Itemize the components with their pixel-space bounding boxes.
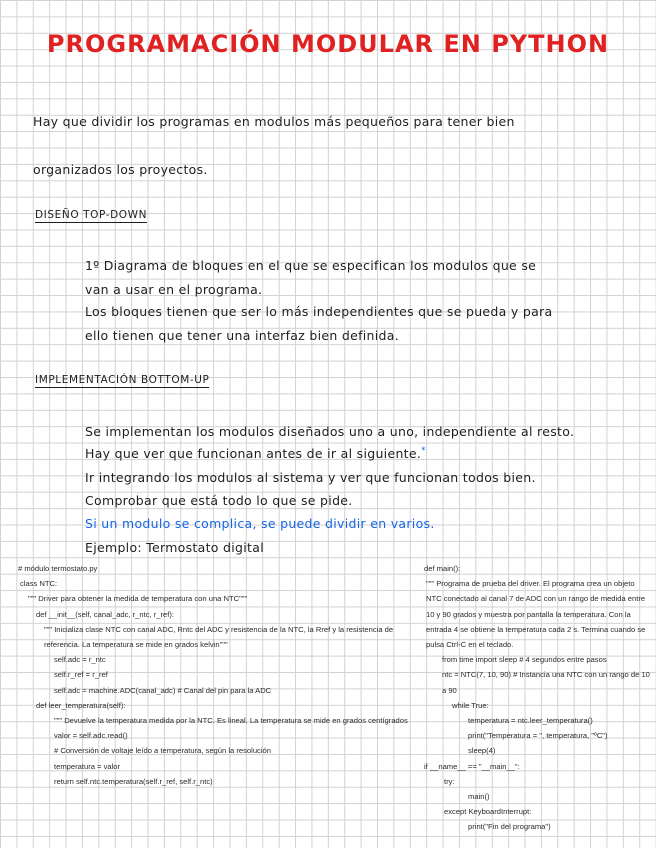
page-title: PROGRAMACIÓN MODULAR EN PYTHON [46,30,610,58]
code-line: try: [444,776,455,786]
bottom-up-heading: IMPLEMENTACIÓN BOTTOM-UP [35,374,210,386]
top-down-line-4: ello tienen que tener una interfaz bien definida. [85,328,400,343]
code-line: valor = self.adc.read() [54,731,128,741]
top-down-heading: DISEÑO TOP-DOWN [35,209,148,221]
code-line: ntc = NTC(7, 10, 90) # Instancia una NTC con un rango de 10 a 90 [442,670,650,695]
bottom-up-note: Si un modulo se complica, se puede dividir en varios. [85,516,435,531]
code-line: print("Fin del programa") [468,822,551,832]
code-line: sleep(4) [468,746,496,756]
code-line: """ Inicializa clase NTC con canal ADC, Rntc del ADC y resistencia de la NTC, la Rref y la resistencia de referencia. La temperatura se mide en grados kelvin""" [44,624,394,650]
bottom-up-line-2-text: Hay que ver que funcionan antes de ir al siguiente. [85,446,422,462]
code-line: if __name__ == "__main__": [424,761,520,771]
code-left [18,561,413,789]
code-line: self.adc = r_ntc [54,655,106,665]
code-line: # módulo termostato.py [18,564,98,573]
code-right [424,561,652,835]
code-line: return self.ntc.temperatura(self.r_ref, self.r_ntc) [54,776,213,786]
code-line: from time import sleep # 4 segundos entre pasos [442,655,607,665]
code-line: """ Programa de prueba del driver. El programa crea un objeto NTC conectado al canal 7 de ADC con un rango de medida entre 10 y 90 grados y muestra por pantalla la temperatura. Con la entrada 4 se obtiene la temperatura cada 2 s. Termina cuando se pulsa Ctrl-C en el teclado. [426,579,646,650]
code-line: self.adc = machine.ADC(canal_adc) # Canal del pin para la ADC [54,685,272,695]
bottom-up-line-1: Se implementan los modulos diseñados uno a uno, independiente al resto. [85,424,575,439]
top-down-line-3: Los bloques tienen que ser lo más independientes que se pueda y para [85,304,553,319]
code-line: def main(): [424,564,461,573]
code-line: """ Driver para obtener la medida de temperatura con una NTC""" [28,594,248,604]
code-line: except KeyboardInterrupt: [444,807,532,817]
code-line: while True: [452,700,489,710]
code-line: main() [468,792,490,802]
code-line: temperatura = ntc.leer_temperatura() [468,716,593,726]
top-down-line-2: van a usar en el programa. [85,282,263,297]
code-line: temperatura = valor [54,761,121,771]
bottom-up-line-2 [85,446,426,461]
code-line: """ Devuelve la temperatura medida por la NTC. Es lineal. La temperatura se mide en grados centígrados [54,716,408,726]
intro-line-2: organizados los proyectos. [33,162,208,177]
asterisk-mark: * [421,446,426,456]
code-line: print("Temperatura = ", temperatura, "ºC") [468,731,608,741]
top-down-line-1: 1º Diagrama de bloques en el que se especifican los modulos que se [85,258,537,273]
code-line: self.r_ref = r_ref [54,670,108,680]
code-line: def leer_temperatura(self): [36,700,126,710]
intro-line-1: Hay que dividir los programas en modulos más pequeños para tener bien [33,114,515,129]
code-line: class NTC: [20,579,58,589]
code-line: # Conversión de voltaje leído a temperatura, según la resolución [54,746,271,756]
example-label: Ejemplo: Termostato digital [85,540,264,555]
bottom-up-line-4: Comprobar que está todo lo que se pide. [85,493,353,508]
bottom-up-line-3: Ir integrando los modulos al sistema y ver que funcionan todos bien. [85,470,536,485]
code-line: def __init__(self, canal_adc, r_ntc, r_ref): [36,609,175,619]
